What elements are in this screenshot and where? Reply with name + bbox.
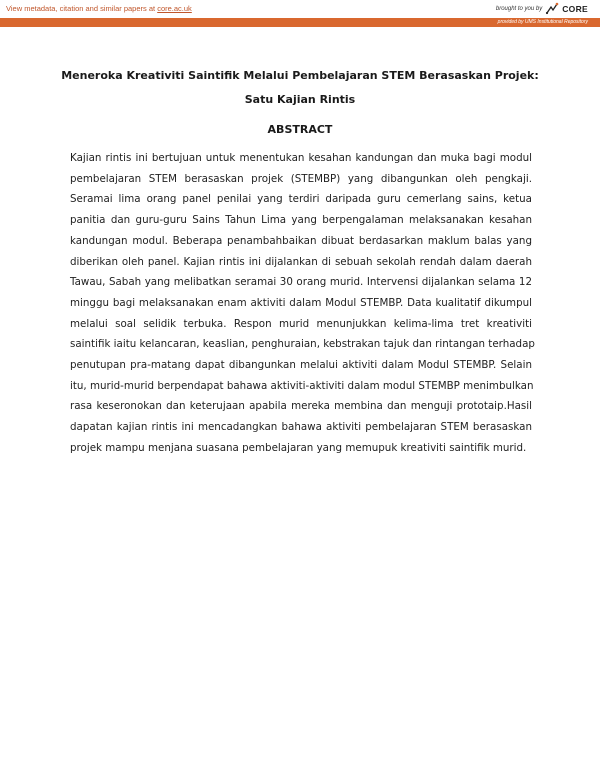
abstract-line: pembelajaran STEM berasaskan projek (STEMBP) yang dibangunkan oleh pengkaji. <box>70 172 532 185</box>
brought-to-you-text: brought to you by <box>495 6 543 12</box>
abstract-line: Kajian rintis ini bertujuan untuk menentukan kesahan kandungan dan muka bagi modul <box>70 152 532 164</box>
paper-title-line-2: Satu Kajian Rintis <box>244 93 356 106</box>
provided-by-text: provided by UMS Institutional Repository <box>497 19 588 25</box>
paper-title-line-1: Meneroka Kreativiti Saintifik Melalui Pembelajaran STEM Berasaskan Projek: <box>61 69 539 82</box>
core-brand[interactable] <box>496 1 588 17</box>
abstract-line: dapatan kajian rintis ini mencadangkan bahawa aktiviti pembelajaran STEM berasaskan <box>70 421 532 434</box>
abstract-line: kandungan modul. Beberapa penambahbaikan dibuat berdasarkan maklum balas yang <box>70 234 532 247</box>
core-link[interactable]: core.ac.uk <box>157 4 192 13</box>
abstract-body <box>70 148 535 459</box>
abstract-line: itu, murid-murid berpendapat bahawa aktiviti-aktiviti dalam modul STEMBP menimbulkan <box>70 379 534 392</box>
abstract-line: Tawau, Sabah yang melibatkan seramai 30 orang murid. Intervensi dijalankan selama 12 <box>70 276 532 289</box>
abstract-line: minggu bagi melaksanakan enam aktiviti dalam Modul STEMBP. Data kualitatif dikumpul <box>70 296 532 309</box>
core-metadata-label: View metadata, citation and similar papers at <box>6 4 158 13</box>
abstract-line: saintifik iaitu kelancaran, keaslian, penghuraian, kebstrakan tajuk dan rintangan terhadap <box>70 338 535 351</box>
abstract-line: rasa keseronokan dan keterujaan apabila mereka membina dan menguji prototaip.Hasil <box>70 400 532 413</box>
abstract-line: melalui soal selidik terbuka. Respon murid menunjukkan kelima-lima tret kreativiti <box>70 317 532 330</box>
abstract-line: Seramai lima orang panel penilai yang terdiri daripada guru cemerlang sains, ketua <box>70 193 532 206</box>
core-banner <box>0 0 600 18</box>
abstract-line: panitia dan guru-guru Sains Tahun Lima yang berpengalaman melaksanakan kesahan <box>70 214 532 227</box>
abstract-line: penutupan pra-matang dapat dibangunkan melalui aktiviti dalam Modul STEMBP. Selain <box>70 359 532 372</box>
core-metadata-text[interactable] <box>6 4 192 13</box>
core-logo-text: CORE <box>562 4 588 14</box>
core-logo-icon <box>545 2 559 16</box>
abstract-line: projek mampu menjana suasana pembelajaran yang memupuk kreativiti saintifik murid. <box>70 441 527 454</box>
core-provided-strip <box>0 18 600 27</box>
abstract-line: diberikan oleh panel. Kajian rintis ini dijalankan di sebuah sekolah rendah dalam daerah <box>70 255 532 268</box>
abstract-heading: ABSTRACT <box>267 123 333 136</box>
